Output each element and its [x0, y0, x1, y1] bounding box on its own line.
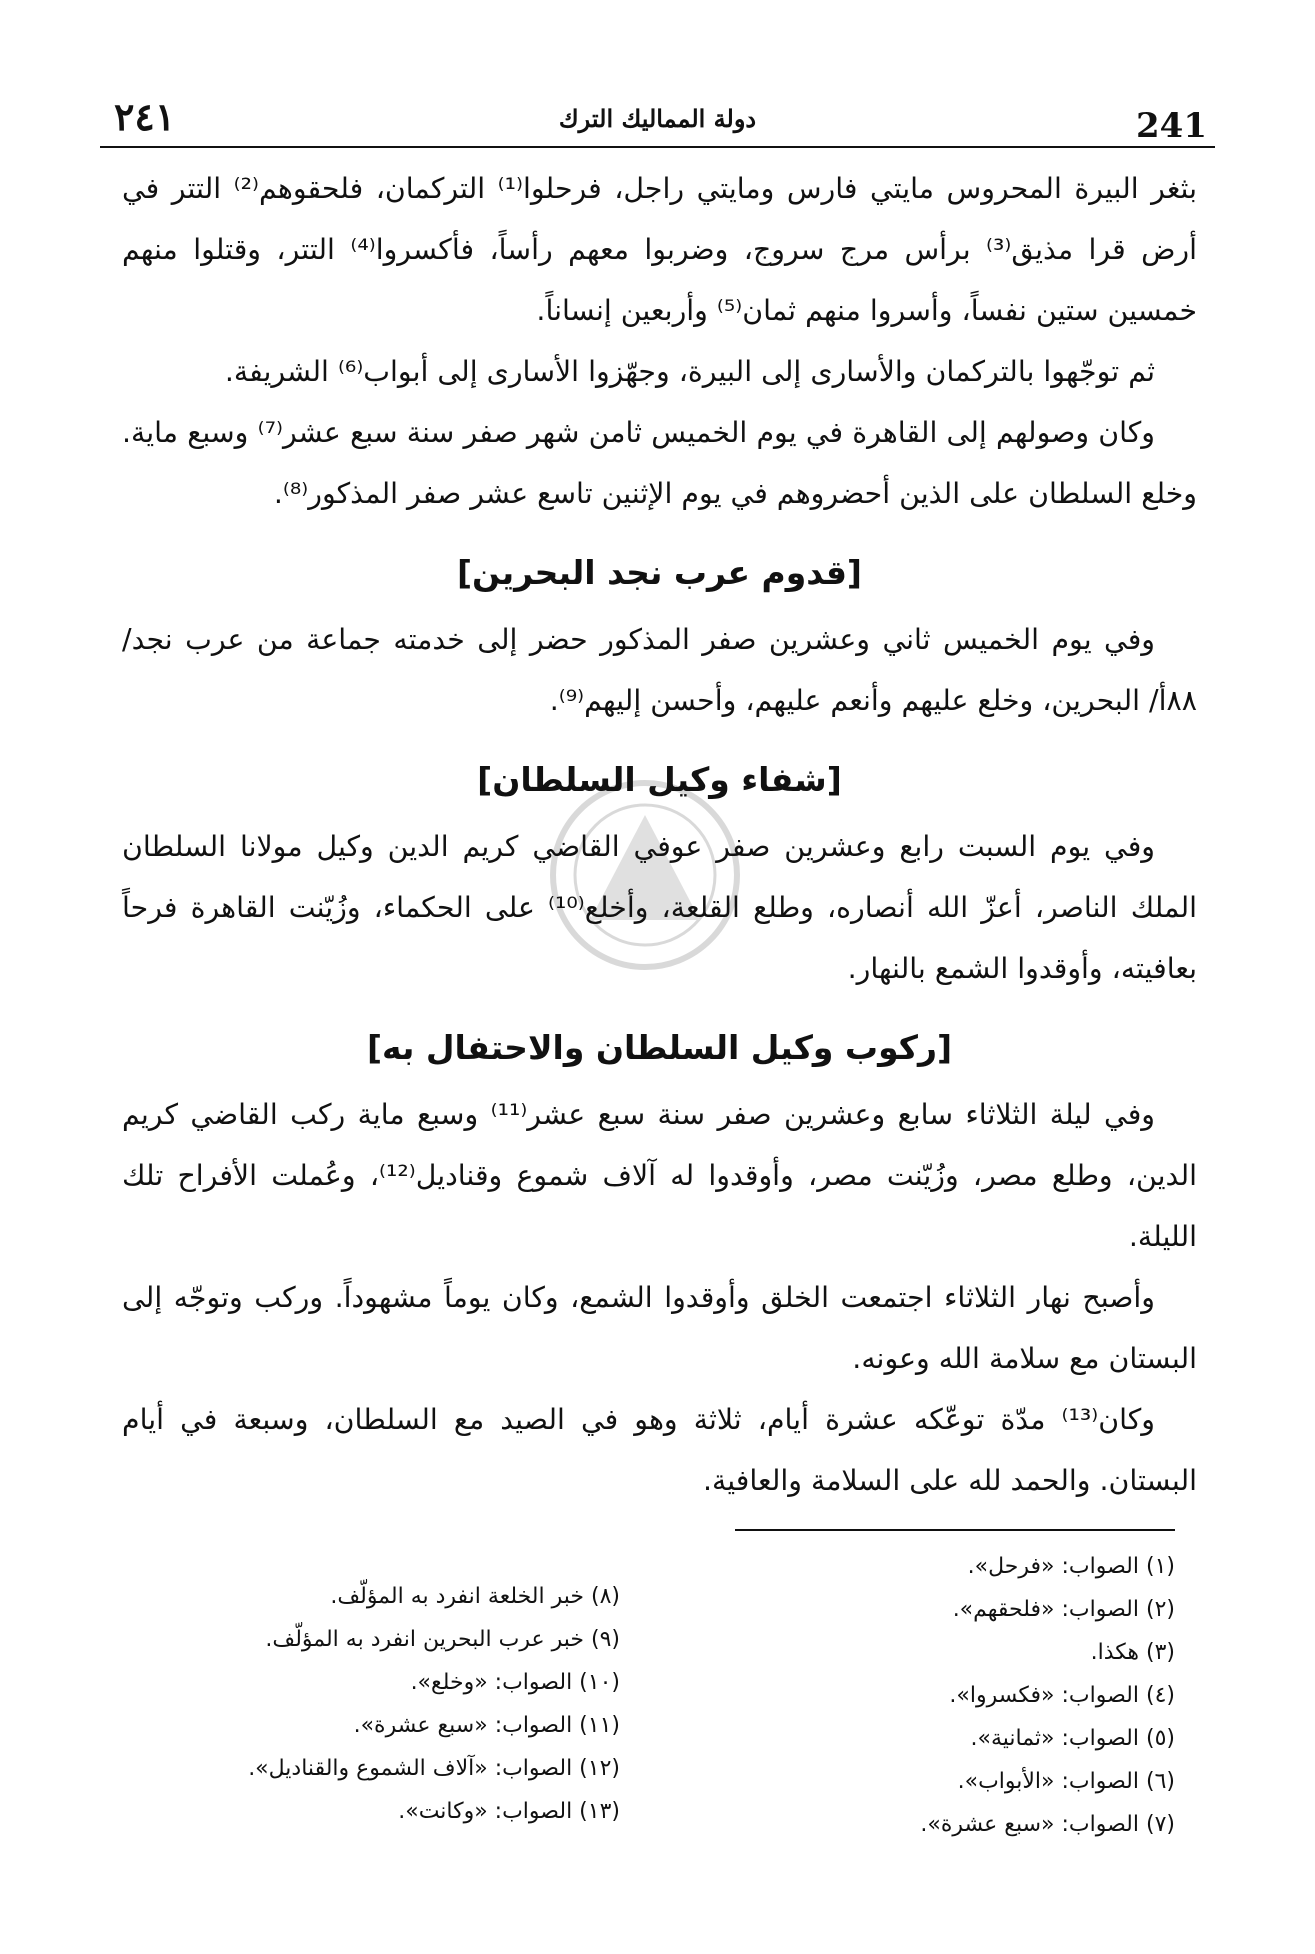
footnote-rule — [735, 1529, 1175, 1531]
paragraph-5: وفي يوم السبت رابع وعشرين صفر عوفي القاضي كريم الدين وكيل مولانا السلطان الملك الناصر، أعزّ الله أنصاره، وطلع القلعة، وأخلع⁽¹⁰⁾ على الحكماء، وزُيّنت القاهرة فرحاً بعافيته، وأوقدوا الشمع بالنهار. — [122, 830, 1197, 985]
section-heading-celebration: [ركوب وكيل السلطان والاحتفال به] — [366, 1028, 953, 1067]
footnote: (٩) خبر عرب البحرين انفرد به المؤلّف. — [265, 1627, 620, 1652]
footnote: (٦) الصواب: «الأبواب». — [957, 1769, 1175, 1794]
footnote: (١٠) الصواب: «وخلع». — [410, 1670, 620, 1695]
header-rule — [100, 146, 1215, 148]
paragraph-3: وكان وصولهم إلى القاهرة في يوم الخميس ثامن شهر صفر سنة سبع عشر⁽⁷⁾ وسبع ماية. وخلع السلطان على الذين أحضروهم في يوم الإثنين تاسع عشر صفر المذكور⁽⁸⁾. — [122, 416, 1197, 510]
running-title: دولة المماليك الترك — [558, 104, 757, 133]
footnote: (١٢) الصواب: «آلاف الشموع والقناديل». — [248, 1756, 620, 1781]
footnotes-left-column — [160, 1575, 620, 1833]
main-text — [122, 158, 1197, 1511]
footnote: (٥) الصواب: «ثمانية». — [970, 1726, 1175, 1751]
footnotes-right-column — [735, 1545, 1175, 1846]
footnote: (٤) الصواب: «فكسروا». — [949, 1683, 1175, 1708]
paragraph-8: وكان⁽¹³⁾ مدّة توعّكه عشرة أيام، ثلاثة وهو في الصيد مع السلطان، وسبعة في أيام البستان. والحمد لله على السلامة والعافية. — [122, 1403, 1197, 1497]
footnote: (٨) خبر الخلعة انفرد به المؤلّف. — [330, 1584, 620, 1609]
footnote: (١) الصواب: «فرحل». — [967, 1554, 1175, 1579]
paragraph-1: بثغر البيرة المحروس مايتي فارس ومايتي راجل، فرحلوا⁽¹⁾ التركمان، فلحقوهم⁽²⁾ التتر في أرض قرا مذيق⁽³⁾ برأس مرج سروج، وضربوا معهم رأساً، فأكسروا⁽⁴⁾ التتر، وقتلوا منهم خمسين ستين نفساً، وأسروا منهم ثمان⁽⁵⁾ وأربعين إنساناً. — [122, 172, 1197, 327]
paragraph-6: وفي ليلة الثلاثاء سابع وعشرين صفر سنة سبع عشر⁽¹¹⁾ وسبع ماية ركب القاضي كريم الدين، وطلع مصر، وزُيّنت مصر، وأوقدوا له آلاف شموع وقناديل⁽¹²⁾، وعُملت الأفراح تلك الليلة. — [122, 1098, 1197, 1253]
paragraph-4: وفي يوم الخميس ثاني وعشرين صفر المذكور حضر إلى خدمته جماعة من عرب نجد/ ٨٨أ/ البحرين، وخلع عليهم وأنعم عليهم، وأحسن إليهم⁽⁹⁾. — [122, 623, 1197, 717]
page-number-arabic: ٢٤١ — [114, 94, 176, 139]
footnote: (١١) الصواب: «سبع عشرة». — [353, 1713, 620, 1738]
section-heading-arab-najd: [قدوم عرب نجد البحرين] — [456, 553, 863, 592]
page-number-latin: 241 — [1136, 106, 1207, 146]
footnote: (٢) الصواب: «فلحقهم». — [952, 1597, 1175, 1622]
footnote: (٧) الصواب: «سبع عشرة». — [920, 1812, 1175, 1837]
page-header — [100, 88, 1215, 148]
section-heading-recovery: [شفاء وكيل السلطان] — [477, 760, 842, 799]
paragraph-7: وأصبح نهار الثلاثاء اجتمعت الخلق وأوقدوا الشمع، وكان يوماً مشهوداً. وركب وتوجّه إلى البستان مع سلامة الله وعونه. — [122, 1281, 1197, 1375]
footnote: (١٣) الصواب: «وكانت». — [398, 1799, 620, 1824]
footnote: (٣) هكذا. — [1090, 1640, 1175, 1665]
paragraph-2: ثم توجّهوا بالتركمان والأسارى إلى البيرة، وجهّزوا الأسارى إلى أبواب⁽⁶⁾ الشريفة. — [224, 355, 1155, 388]
